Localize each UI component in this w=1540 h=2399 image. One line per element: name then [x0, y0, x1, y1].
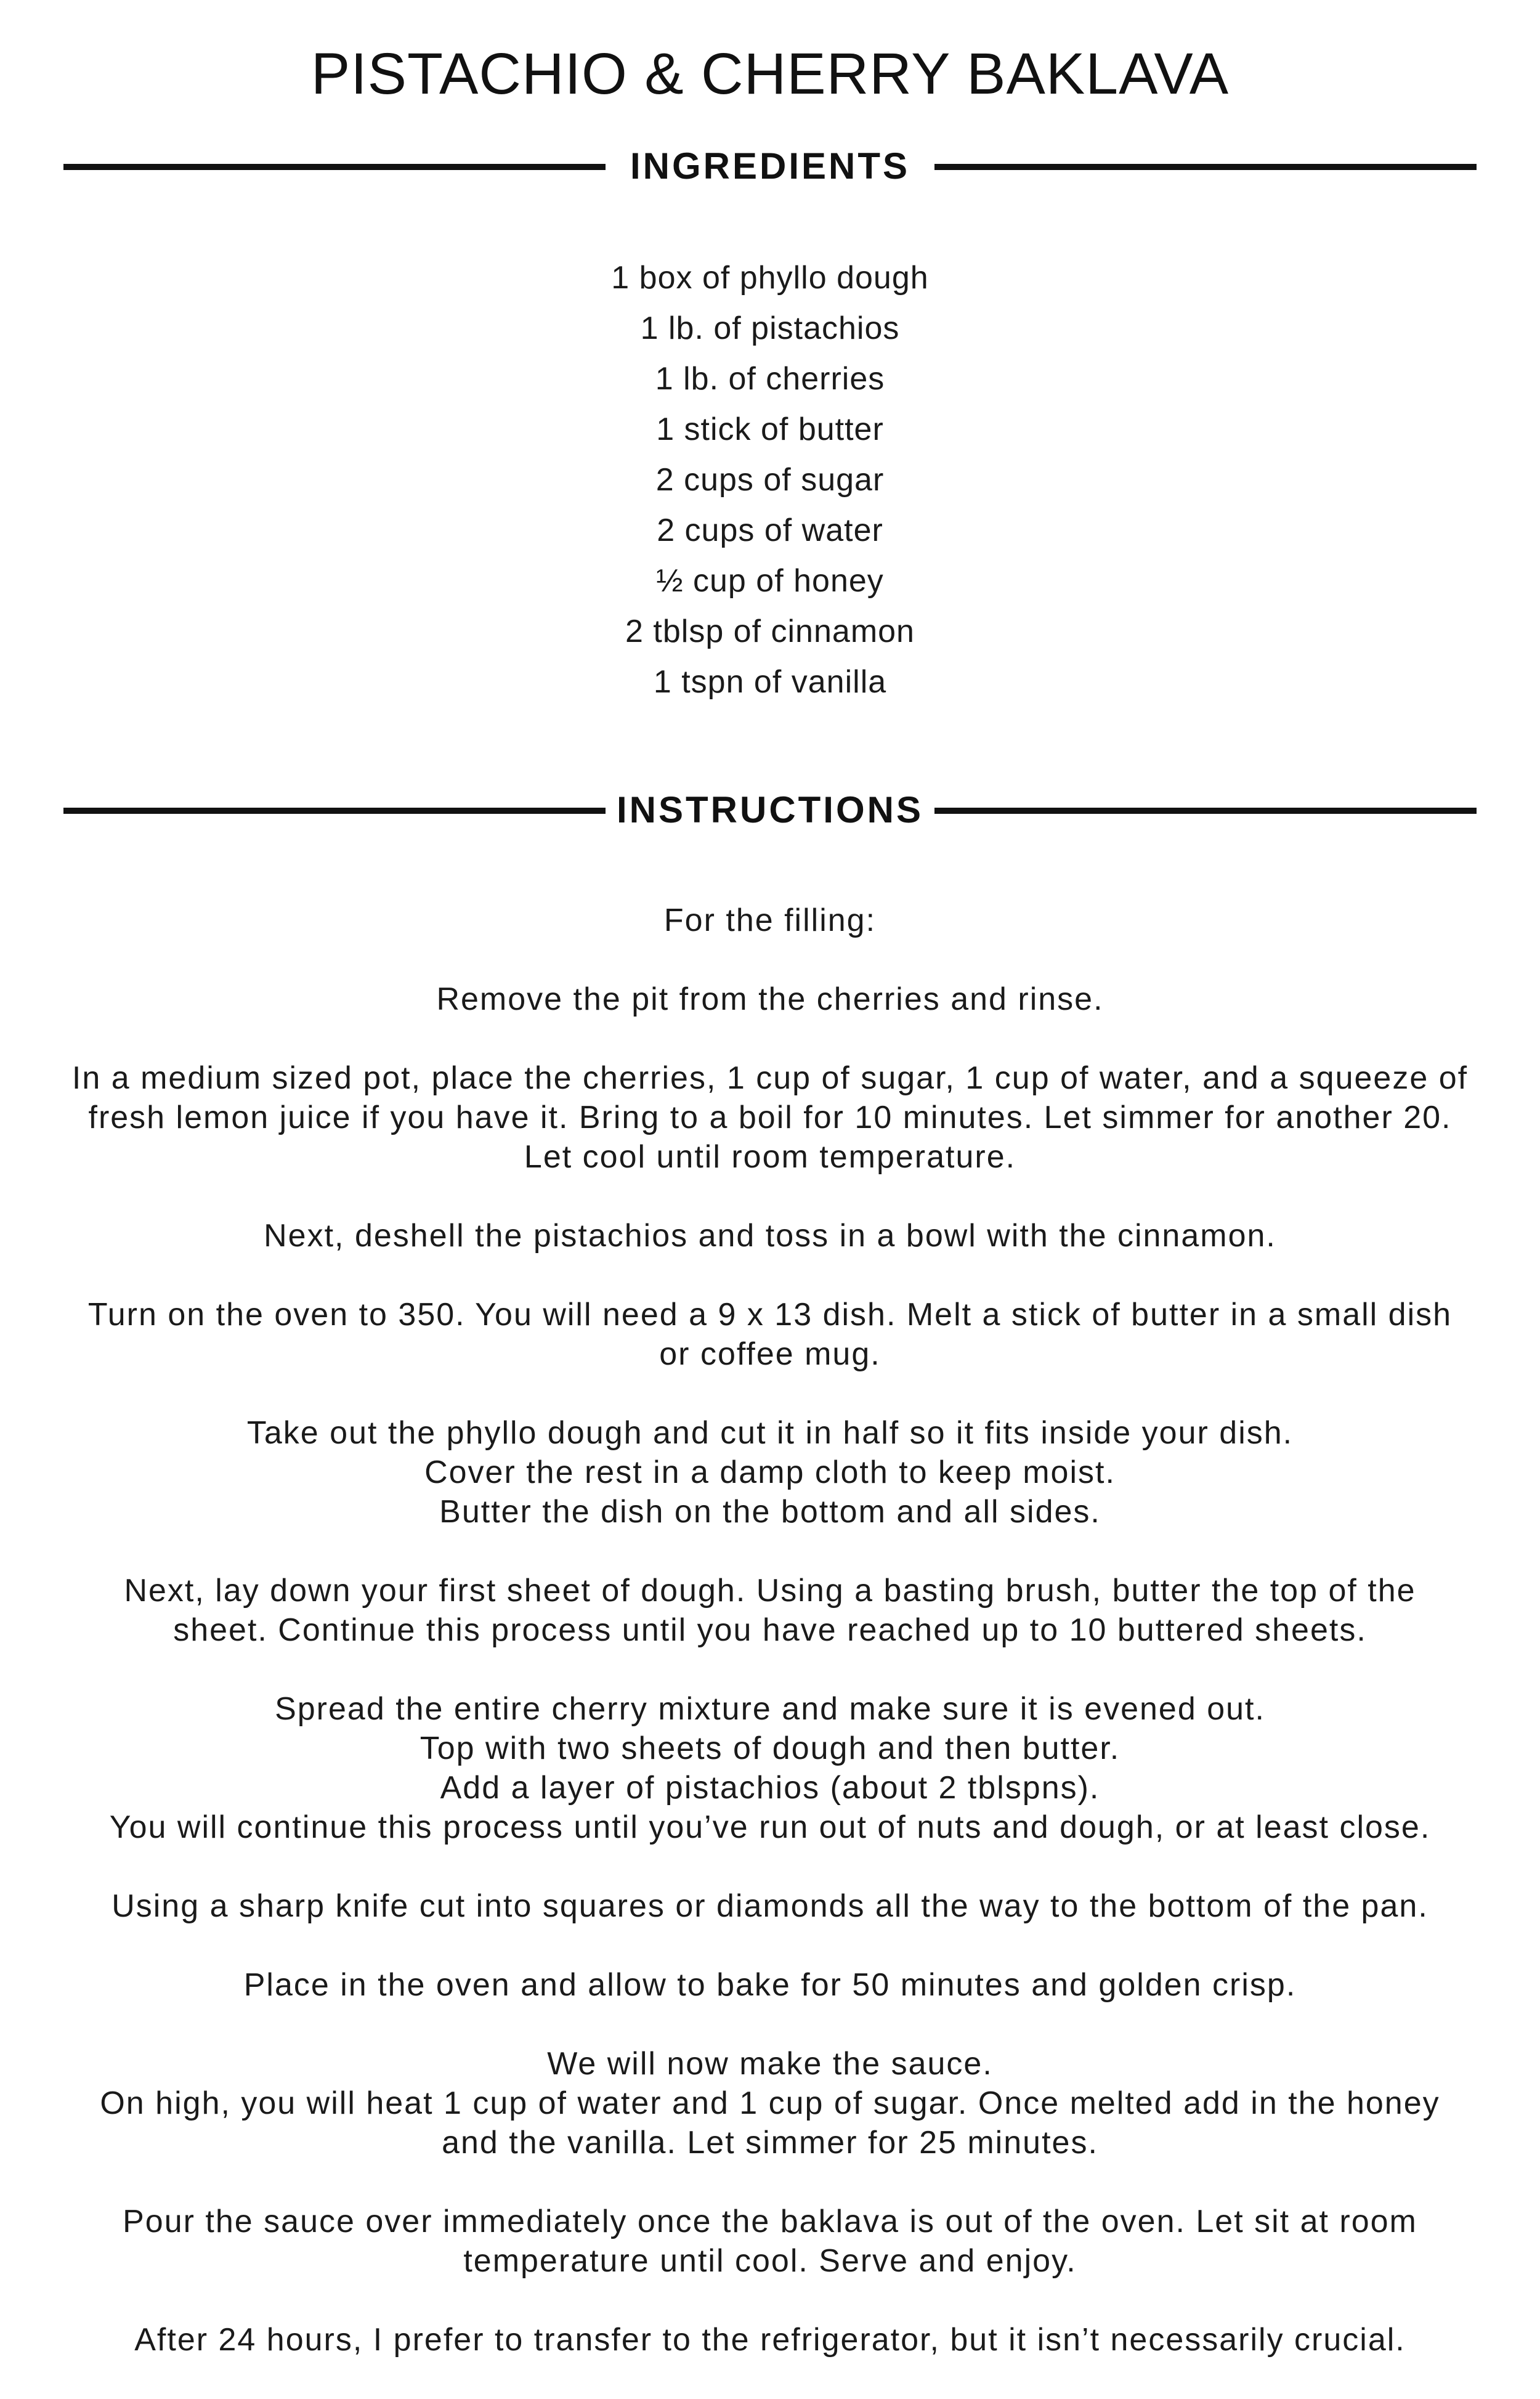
ingredients-heading: INGREDIENTS	[630, 145, 910, 187]
ingredient-item: 2 cups of water	[657, 513, 883, 548]
instruction-paragraph: Next, deshell the pistachios and toss in a bowl with the cinnamon.	[264, 1218, 1276, 1254]
instruction-paragraph: Place in the oven and allow to bake for 50 minutes and golden crisp.	[243, 1967, 1297, 2003]
ingredient-item: 1 lb. of pistachios	[640, 311, 900, 346]
ingredients-header	[0, 142, 1540, 191]
instruction-paragraph: Take out the phyllo dough and cut it in half so it fits inside your dish. Cover the rest in a damp cloth to keep moist. Butter the dish on the bottom and all sides.	[246, 1415, 1294, 1530]
instruction-paragraph: In a medium sized pot, place the cherries, 1 cup of sugar, 1 cup of water, and a squeeze of fresh lemon juice if you have it. Bring to a boil for 10 minutes. Let simmer for another 20. Let cool until room temperature.	[71, 1060, 1469, 1175]
page-title: PISTACHIO & CHERRY BAKLAVA	[310, 41, 1230, 107]
ingredient-item: 1 tspn of vanilla	[653, 664, 887, 700]
ingredient-item: 2 tblsp of cinnamon	[625, 614, 915, 649]
header-rule-right	[934, 164, 1477, 170]
ingredient-item: 2 cups of sugar	[655, 462, 885, 498]
header-rule-right	[934, 808, 1477, 814]
header-rule-left	[63, 164, 606, 170]
instructions-body	[49, 901, 1491, 2399]
instruction-paragraph: After 24 hours, I prefer to transfer to the refrigerator, but it isn’t necessarily crucial.	[134, 2322, 1406, 2358]
ingredient-item: 1 box of phyllo dough	[611, 260, 929, 296]
instruction-paragraph: Spread the entire cherry mixture and make sure it is evened out. Top with two sheets of dough and then butter. Add a layer of pistachios (about 2 tblspns). You will continue this process until you’ve run out of nuts and dough, or at least close.	[109, 1691, 1431, 1845]
ingredient-item: 1 lb. of cherries	[655, 361, 885, 397]
instruction-paragraph: Pour the sauce over immediately once the baklava is out of the oven. Let sit at room temperature until cool. Serve and enjoy.	[123, 2204, 1417, 2279]
instruction-paragraph: Turn on the oven to 350. You will need a 9 x 13 dish. Melt a stick of butter in a small dish or coffee mug.	[87, 1297, 1453, 1372]
ingredient-item: ½ cup of honey	[656, 563, 884, 599]
instruction-paragraph: For the filling:	[663, 903, 877, 938]
instructions-header	[0, 785, 1540, 835]
instruction-paragraph: Remove the pit from the cherries and rinse.	[436, 981, 1104, 1017]
instruction-paragraph: Using a sharp knife cut into squares or diamonds all the way to the bottom of the pan.	[111, 1888, 1429, 1924]
instruction-paragraph: We will now make the sauce. On high, you will heat 1 cup of water and 1 cup of sugar. Once melted add in the honey and the vanilla. Let simmer for 25 minutes.	[100, 2046, 1440, 2161]
instruction-paragraph: Next, lay down your first sheet of dough. Using a basting brush, butter the top of the sheet. Continue this process until you have reached up to 10 buttered sheets.	[124, 1573, 1416, 1648]
ingredient-item: 1 stick of butter	[656, 412, 884, 447]
instructions-heading: INSTRUCTIONS	[617, 789, 923, 830]
ingredients-list	[0, 253, 1540, 707]
header-rule-left	[63, 808, 606, 814]
